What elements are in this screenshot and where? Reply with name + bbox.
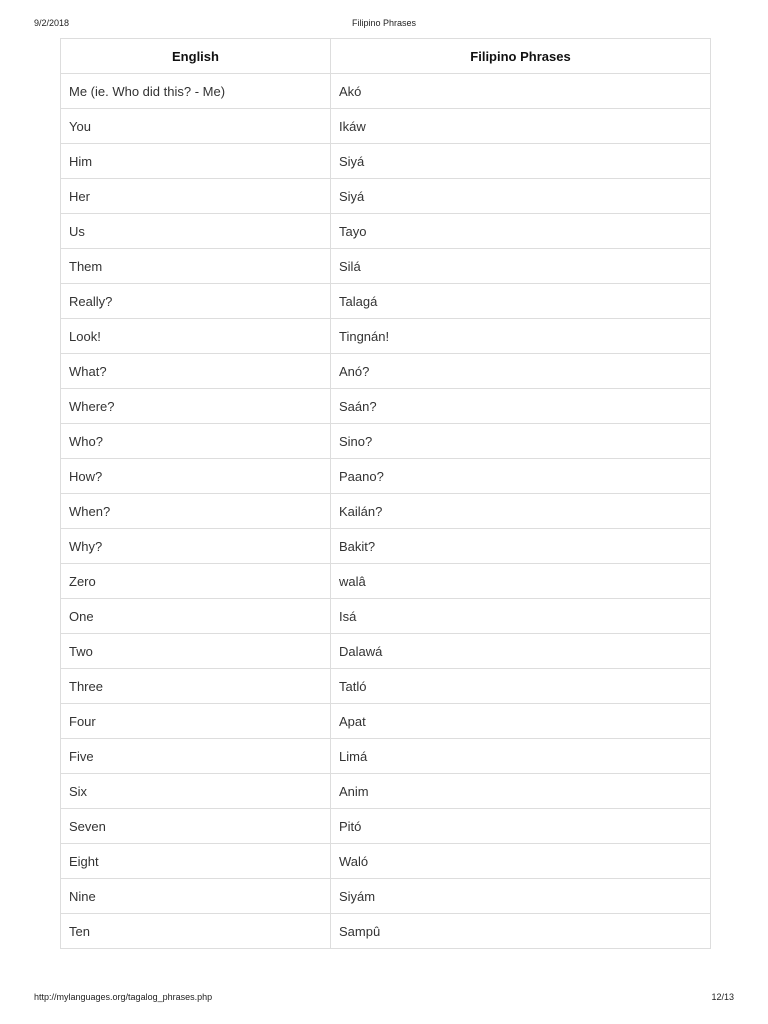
english-cell: Him (61, 144, 331, 179)
column-header-english: English (61, 39, 331, 74)
english-cell: Look! (61, 319, 331, 354)
english-cell: Me (ie. Who did this? - Me) (61, 74, 331, 109)
filipino-cell: Saán? (331, 389, 711, 424)
english-cell: Who? (61, 424, 331, 459)
table-body (61, 74, 711, 949)
page-number: 12/13 (711, 992, 734, 1002)
filipino-cell: Siyám (331, 879, 711, 914)
table-row (61, 179, 711, 214)
filipino-cell: Paano? (331, 459, 711, 494)
table-row (61, 424, 711, 459)
english-cell: Them (61, 249, 331, 284)
filipino-cell: Akó (331, 74, 711, 109)
english-cell: Three (61, 669, 331, 704)
table-row (61, 74, 711, 109)
table-row (61, 634, 711, 669)
english-cell: Zero (61, 564, 331, 599)
table-row (61, 249, 711, 284)
table-row (61, 529, 711, 564)
table-row (61, 879, 711, 914)
table-row (61, 109, 711, 144)
filipino-cell: Anim (331, 774, 711, 809)
header-row (61, 39, 711, 74)
source-url: http://mylanguages.org/tagalog_phrases.php (34, 992, 213, 1002)
english-cell: Five (61, 739, 331, 774)
table-row (61, 144, 711, 179)
english-cell: Eight (61, 844, 331, 879)
english-cell: Us (61, 214, 331, 249)
english-cell: Six (61, 774, 331, 809)
table-row (61, 564, 711, 599)
english-cell: Where? (61, 389, 331, 424)
filipino-cell: Siyá (331, 144, 711, 179)
filipino-cell: Sino? (331, 424, 711, 459)
filipino-cell: walâ (331, 564, 711, 599)
filipino-cell: Pitó (331, 809, 711, 844)
table-row (61, 844, 711, 879)
table-row (61, 319, 711, 354)
filipino-cell: Dalawá (331, 634, 711, 669)
page-title: Filipino Phrases (351, 18, 417, 28)
english-cell: Four (61, 704, 331, 739)
filipino-cell: Siyá (331, 179, 711, 214)
filipino-cell: Silá (331, 249, 711, 284)
english-cell: Why? (61, 529, 331, 564)
english-cell: Seven (61, 809, 331, 844)
english-cell: One (61, 599, 331, 634)
table-row (61, 354, 711, 389)
print-header (34, 18, 734, 32)
print-date: 9/2/2018 (34, 18, 70, 28)
table-row (61, 459, 711, 494)
english-cell: What? (61, 354, 331, 389)
column-header-filipino: Filipino Phrases (331, 39, 711, 74)
filipino-cell: Limá (331, 739, 711, 774)
english-cell: You (61, 109, 331, 144)
table-row (61, 704, 711, 739)
phrases-table (60, 38, 711, 949)
table-row (61, 389, 711, 424)
filipino-cell: Bakit? (331, 529, 711, 564)
table-row (61, 809, 711, 844)
table-row (61, 214, 711, 249)
print-footer (34, 992, 734, 1006)
filipino-cell: Anó? (331, 354, 711, 389)
table-row (61, 774, 711, 809)
english-cell: Ten (61, 914, 331, 949)
english-cell: Two (61, 634, 331, 669)
table-row (61, 669, 711, 704)
filipino-cell: Isá (331, 599, 711, 634)
table-row (61, 284, 711, 319)
table-row (61, 494, 711, 529)
english-cell: Her (61, 179, 331, 214)
english-cell: Really? (61, 284, 331, 319)
english-cell: How? (61, 459, 331, 494)
filipino-cell: Tatló (331, 669, 711, 704)
filipino-cell: Sampû (331, 914, 711, 949)
english-cell: When? (61, 494, 331, 529)
table-row (61, 914, 711, 949)
filipino-cell: Talagá (331, 284, 711, 319)
filipino-cell: Tingnán! (331, 319, 711, 354)
filipino-cell: Ikáw (331, 109, 711, 144)
table-row (61, 599, 711, 634)
filipino-cell: Waló (331, 844, 711, 879)
english-cell: Nine (61, 879, 331, 914)
filipino-cell: Kailán? (331, 494, 711, 529)
table-header (61, 39, 711, 74)
filipino-cell: Tayo (331, 214, 711, 249)
table-row (61, 739, 711, 774)
filipino-cell: Apat (331, 704, 711, 739)
